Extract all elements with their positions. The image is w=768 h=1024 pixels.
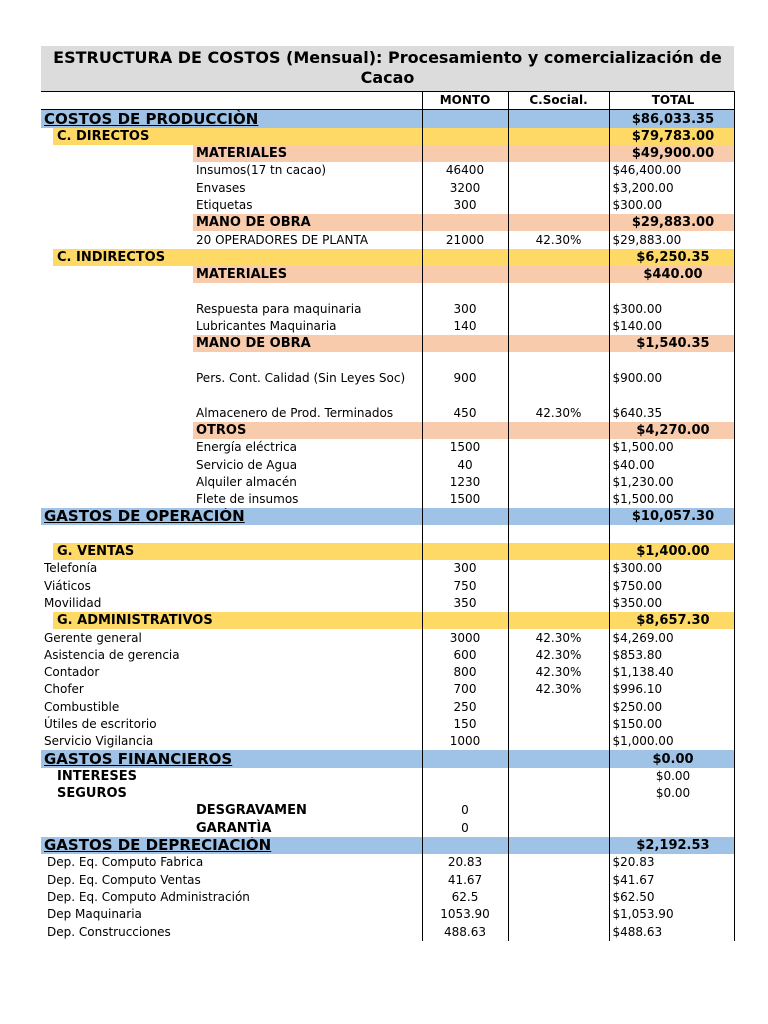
item-social: 42.30%	[508, 231, 609, 248]
indent-cell	[41, 387, 193, 422]
social-cell	[508, 214, 609, 231]
item-total: $750.00	[609, 577, 734, 594]
item-total: $1,500.00	[609, 439, 734, 456]
item-social	[508, 439, 609, 456]
item-social	[508, 577, 609, 594]
item-social	[508, 474, 609, 491]
section-header-row	[41, 508, 734, 525]
item-row	[41, 197, 734, 214]
indent-cell	[41, 819, 193, 836]
header-blank	[41, 92, 422, 110]
item-row	[41, 923, 734, 940]
item-social	[508, 456, 609, 473]
item-monto: 46400	[422, 162, 508, 179]
indent-cell	[41, 318, 193, 335]
item-row	[41, 629, 734, 646]
section-label: GASTOS FINANCIEROS	[41, 750, 422, 767]
item-name: Dep. Eq. Computo Administración	[47, 889, 250, 904]
item-row	[41, 456, 734, 473]
social-cell	[508, 802, 609, 819]
subcategory-total: $79,783.00	[609, 128, 734, 145]
group-row	[41, 145, 734, 162]
item-monto: 300	[422, 560, 508, 577]
item-monto: 450	[422, 387, 508, 422]
group-row	[41, 214, 734, 231]
monto-cell	[422, 543, 508, 560]
item-monto: 20.83	[422, 854, 508, 871]
item-monto: 40	[422, 456, 508, 473]
group-total: $49,900.00	[609, 145, 734, 162]
item-social: 42.30%	[508, 647, 609, 664]
item-name: Viáticos	[44, 578, 91, 593]
item-social	[508, 352, 609, 387]
cost-table	[41, 91, 735, 941]
item-name: Dep. Eq. Computo Fabrica	[47, 855, 204, 870]
item-total: $62.50	[609, 889, 734, 906]
monto-cell	[422, 768, 508, 785]
subcategory-row	[41, 249, 734, 266]
item-row	[41, 283, 734, 318]
item-social	[508, 716, 609, 733]
subcategory-total: $8,657.30	[609, 612, 734, 629]
item-total: $900.00	[609, 352, 734, 387]
item-name: 20 OPERADORES DE PLANTA	[196, 232, 369, 247]
item-social	[508, 595, 609, 612]
item-monto: 1000	[422, 733, 508, 750]
social-cell	[508, 110, 609, 128]
subcategory-row	[41, 612, 734, 629]
group-row	[41, 266, 734, 283]
group-label: OTROS	[193, 422, 422, 439]
header-row	[41, 92, 734, 110]
item-row	[41, 681, 734, 698]
group-row	[41, 335, 734, 352]
item-monto: 250	[422, 698, 508, 715]
financial-label: SEGUROS	[57, 786, 127, 802]
group-row	[41, 422, 734, 439]
subcategory-label: G. ADMINISTRATIVOS	[41, 612, 422, 629]
indent-cell	[41, 474, 193, 491]
social-cell	[508, 422, 609, 439]
item-name: Dep Maquinaria	[47, 907, 142, 922]
section-label: GASTOS DE DEPRECIACIÒN	[41, 837, 422, 854]
indent-cell	[41, 197, 193, 214]
item-total: $640.35	[609, 387, 734, 422]
item-name: Dep. Construcciones	[47, 924, 171, 939]
item-total: $300.00	[609, 560, 734, 577]
item-total: $1,138.40	[609, 664, 734, 681]
group-total: $29,883.00	[609, 214, 734, 231]
item-row	[41, 577, 734, 594]
item-row	[41, 560, 734, 577]
financial-label: INTERESES	[57, 768, 137, 784]
item-name: Gerente general	[44, 630, 142, 645]
monto-cell	[422, 266, 508, 283]
item-social	[508, 318, 609, 335]
monto-cell	[422, 837, 508, 854]
item-total: $140.00	[609, 318, 734, 335]
financial-row	[41, 768, 734, 785]
item-monto: 41.67	[422, 871, 508, 888]
social-cell	[508, 145, 609, 162]
item-row	[41, 179, 734, 196]
total-cell	[609, 802, 734, 819]
subcategory-row	[41, 543, 734, 560]
item-row	[41, 698, 734, 715]
item-total: $853.80	[609, 647, 734, 664]
item-row	[41, 647, 734, 664]
item-row	[41, 352, 734, 387]
item-monto: 800	[422, 664, 508, 681]
header-social: C.Social.	[508, 92, 609, 110]
item-monto: 350	[422, 595, 508, 612]
insurance-monto: 0	[422, 819, 508, 836]
item-total: $300.00	[609, 283, 734, 318]
item-name: Energía eléctrica	[196, 440, 298, 455]
item-total: $1,000.00	[609, 733, 734, 750]
group-total: $440.00	[609, 266, 734, 283]
monto-cell	[422, 750, 508, 767]
financial-row	[41, 785, 734, 802]
item-name: Alquiler almacén	[196, 474, 297, 489]
indent-cell	[41, 335, 193, 352]
item-social	[508, 179, 609, 196]
indent-cell	[41, 422, 193, 439]
item-name: Chofer	[44, 682, 84, 697]
item-monto: 600	[422, 647, 508, 664]
blank-cell	[41, 525, 422, 542]
item-row	[41, 387, 734, 422]
subcategory-label: G. VENTAS	[41, 543, 422, 560]
indent-cell	[41, 352, 193, 387]
item-name: Lubricantes Maquinaria	[196, 319, 337, 334]
item-monto: 3000	[422, 629, 508, 646]
item-social	[508, 491, 609, 508]
social-cell	[508, 508, 609, 525]
item-monto: 21000	[422, 231, 508, 248]
item-total: $300.00	[609, 197, 734, 214]
item-name: Combustible	[44, 699, 120, 714]
section-total: $2,192.53	[609, 837, 734, 854]
section-label: GASTOS DE OPERACIÒN	[41, 508, 422, 525]
item-social	[508, 906, 609, 923]
item-monto: 3200	[422, 179, 508, 196]
social-cell	[508, 837, 609, 854]
indent-cell	[41, 179, 193, 196]
item-social	[508, 733, 609, 750]
item-name: Envases	[196, 180, 246, 195]
header-monto: MONTO	[422, 92, 508, 110]
item-row	[41, 733, 734, 750]
monto-cell	[422, 335, 508, 352]
monto-cell	[422, 214, 508, 231]
item-social	[508, 854, 609, 871]
social-cell	[508, 543, 609, 560]
section-label: COSTOS DE PRODUCCIÒN	[41, 110, 422, 128]
social-cell	[508, 266, 609, 283]
item-social: 42.30%	[508, 681, 609, 698]
monto-cell	[422, 145, 508, 162]
monto-cell	[422, 612, 508, 629]
indent-cell	[41, 145, 193, 162]
item-total: $350.00	[609, 595, 734, 612]
item-total: $3,200.00	[609, 179, 734, 196]
item-monto: 300	[422, 197, 508, 214]
item-row	[41, 439, 734, 456]
section-total: $0.00	[609, 750, 734, 767]
item-row	[41, 474, 734, 491]
social-cell	[508, 819, 609, 836]
indent-cell	[41, 439, 193, 456]
item-total: $250.00	[609, 698, 734, 715]
section-header-row	[41, 750, 734, 767]
item-monto: 1500	[422, 491, 508, 508]
total-cell	[609, 525, 734, 542]
item-row	[41, 664, 734, 681]
monto-cell	[422, 508, 508, 525]
indent-cell	[41, 231, 193, 248]
monto-cell	[422, 422, 508, 439]
blank-row	[41, 525, 734, 542]
item-name: Movilidad	[44, 595, 102, 610]
item-total: $40.00	[609, 456, 734, 473]
item-row	[41, 906, 734, 923]
item-monto: 1053.90	[422, 906, 508, 923]
group-label: MATERIALES	[193, 266, 422, 283]
subcategory-label: C. DIRECTOS	[41, 128, 422, 145]
social-cell	[508, 335, 609, 352]
insurance-label: DESGRAVAMEN	[196, 803, 307, 819]
item-row	[41, 231, 734, 248]
indent-cell	[41, 162, 193, 179]
indent-cell	[41, 283, 193, 318]
item-total: $1,053.90	[609, 906, 734, 923]
item-total: $29,883.00	[609, 231, 734, 248]
item-row	[41, 871, 734, 888]
item-row	[41, 889, 734, 906]
indent-cell	[41, 491, 193, 508]
item-total: $46,400.00	[609, 162, 734, 179]
monto-cell	[422, 110, 508, 128]
section-header-row	[41, 110, 734, 128]
item-row	[41, 162, 734, 179]
subcategory-row	[41, 128, 734, 145]
social-cell	[508, 525, 609, 542]
item-social	[508, 197, 609, 214]
item-name: Contador	[44, 665, 100, 680]
indent-cell	[41, 266, 193, 283]
item-monto: 700	[422, 681, 508, 698]
item-total: $1,230.00	[609, 474, 734, 491]
item-monto: 62.5	[422, 889, 508, 906]
financial-total: $0.00	[609, 785, 734, 802]
section-header-row	[41, 837, 734, 854]
group-label: MANO DE OBRA	[193, 335, 422, 352]
insurance-monto: 0	[422, 802, 508, 819]
item-name: Servicio de Agua	[196, 457, 298, 472]
item-monto: 1230	[422, 474, 508, 491]
item-monto: 150	[422, 716, 508, 733]
group-label: MATERIALES	[193, 145, 422, 162]
item-social: 42.30%	[508, 664, 609, 681]
item-total: $150.00	[609, 716, 734, 733]
item-row	[41, 318, 734, 335]
item-total: $41.67	[609, 871, 734, 888]
item-monto: 140	[422, 318, 508, 335]
monto-cell	[422, 525, 508, 542]
item-social	[508, 923, 609, 940]
sheet-title: ESTRUCTURA DE COSTOS (Mensual): Procesamiento y comercialización de Cacao	[41, 46, 734, 91]
monto-cell	[422, 249, 508, 266]
social-cell	[508, 750, 609, 767]
subcategory-total: $6,250.35	[609, 249, 734, 266]
item-social	[508, 560, 609, 577]
item-name: Pers. Cont. Calidad (Sin Leyes Soc)	[196, 371, 406, 386]
item-row	[41, 595, 734, 612]
social-cell	[508, 785, 609, 802]
social-cell	[508, 128, 609, 145]
group-label: MANO DE OBRA	[193, 214, 422, 231]
item-social: 42.30%	[508, 629, 609, 646]
item-row	[41, 491, 734, 508]
insurance-label: GARANTÌA	[196, 820, 272, 836]
monto-cell	[422, 128, 508, 145]
item-name: Dep. Eq. Computo Ventas	[47, 872, 201, 887]
group-total: $1,540.35	[609, 335, 734, 352]
insurance-row	[41, 802, 734, 819]
item-name: Almacenero de Prod. Terminados	[196, 405, 394, 420]
item-monto: 1500	[422, 439, 508, 456]
item-name: Asistencia de gerencia	[44, 647, 180, 662]
item-monto: 900	[422, 352, 508, 387]
item-total: $1,500.00	[609, 491, 734, 508]
indent-cell	[41, 802, 193, 819]
item-total: $996.10	[609, 681, 734, 698]
item-total: $20.83	[609, 854, 734, 871]
indent-cell	[41, 214, 193, 231]
item-name: Respuesta para maquinaria	[196, 301, 362, 316]
item-total: $488.63	[609, 923, 734, 940]
item-name: Flete de insumos	[196, 492, 299, 507]
social-cell	[508, 768, 609, 785]
item-social	[508, 698, 609, 715]
item-social	[508, 889, 609, 906]
item-name: Etiquetas	[196, 198, 253, 213]
cost-structure-sheet	[41, 46, 734, 941]
monto-cell	[422, 785, 508, 802]
group-total: $4,270.00	[609, 422, 734, 439]
social-cell	[508, 249, 609, 266]
item-row	[41, 716, 734, 733]
financial-total: $0.00	[609, 768, 734, 785]
item-monto: 488.63	[422, 923, 508, 940]
insurance-row	[41, 819, 734, 836]
item-name: Servicio Vigilancia	[44, 734, 154, 749]
section-total: $10,057.30	[609, 508, 734, 525]
item-social	[508, 162, 609, 179]
header-total: TOTAL	[609, 92, 734, 110]
item-name: Telefonía	[44, 561, 98, 576]
indent-cell	[41, 456, 193, 473]
item-name: Insumos(17 tn cacao)	[196, 163, 327, 178]
item-social	[508, 283, 609, 318]
item-total: $4,269.00	[609, 629, 734, 646]
item-name: Útiles de escritorio	[44, 716, 157, 731]
subcategory-total: $1,400.00	[609, 543, 734, 560]
total-cell	[609, 819, 734, 836]
item-row	[41, 854, 734, 871]
item-social	[508, 871, 609, 888]
section-total: $86,033.35	[609, 110, 734, 128]
social-cell	[508, 612, 609, 629]
item-monto: 750	[422, 577, 508, 594]
subcategory-label: C. INDIRECTOS	[41, 249, 422, 266]
item-social: 42.30%	[508, 387, 609, 422]
item-monto: 300	[422, 283, 508, 318]
